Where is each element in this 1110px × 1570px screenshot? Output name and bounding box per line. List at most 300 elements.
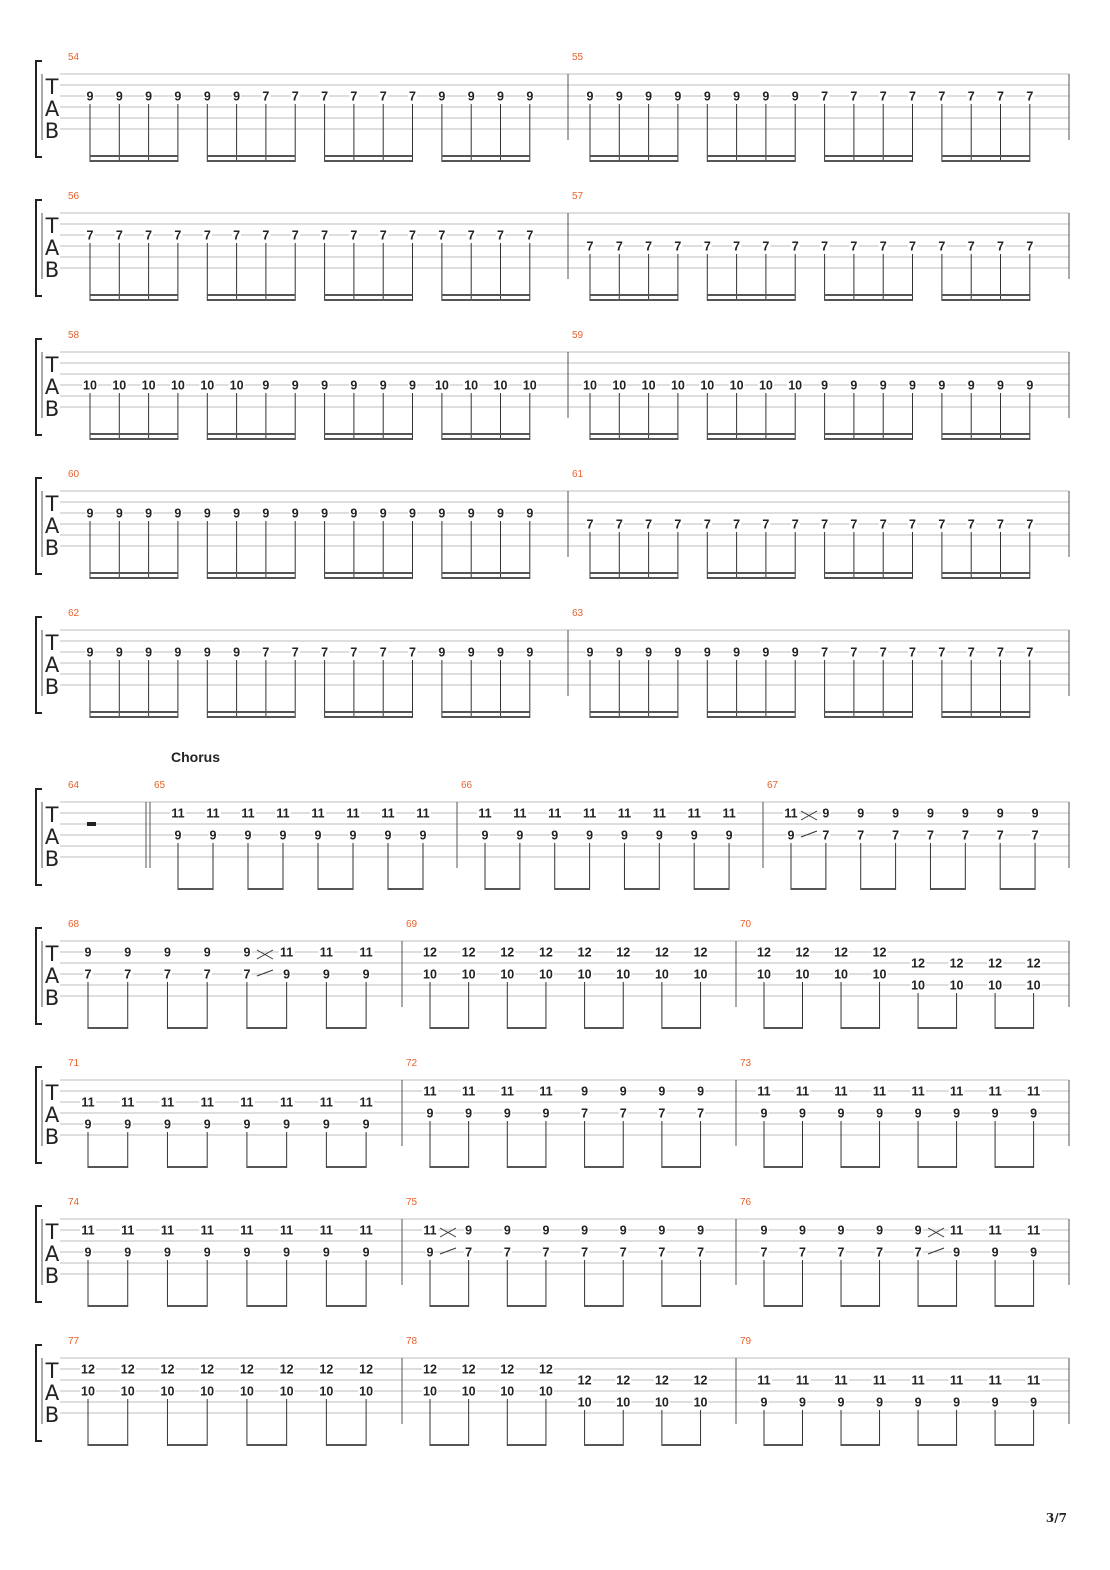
fret-number: 7 xyxy=(733,239,741,254)
fret-number: 9 xyxy=(837,1395,845,1410)
beam xyxy=(585,1027,624,1029)
fret-number: 10 xyxy=(522,378,537,393)
fret-number: 9 xyxy=(86,89,94,104)
fret-number: 7 xyxy=(497,228,504,243)
fret-number: 10 xyxy=(988,978,1003,993)
tab-clef-letter: B xyxy=(44,1264,60,1288)
fret-number: 11 xyxy=(872,1084,887,1099)
fret-number: 10 xyxy=(641,378,656,393)
fret-number: 9 xyxy=(291,506,299,521)
fret-number: 9 xyxy=(542,1223,550,1238)
fret-number: 7 xyxy=(1026,89,1034,104)
fret-number: 11 xyxy=(346,806,360,821)
beam xyxy=(707,299,795,301)
tab-system xyxy=(36,780,1069,890)
fret-number: 9 xyxy=(203,645,211,660)
fret-number: 12 xyxy=(160,1362,175,1377)
fret-number: 10 xyxy=(170,378,185,393)
tab-system xyxy=(36,330,1069,440)
measure-number: 57 xyxy=(572,191,584,202)
fret-number: 11 xyxy=(652,806,666,821)
measure-number: 71 xyxy=(68,1058,80,1069)
fret-number: 9 xyxy=(991,1395,999,1410)
tab-clef-letter: A xyxy=(44,514,60,538)
fret-number: 9 xyxy=(262,378,270,393)
beam xyxy=(841,1166,880,1168)
tab-clef-letter: B xyxy=(44,675,60,699)
beam xyxy=(207,572,295,574)
fret-number: 10 xyxy=(319,1384,334,1399)
fret-number: 9 xyxy=(996,806,1004,821)
beam xyxy=(207,438,295,440)
fret-number: 11 xyxy=(988,1084,1002,1099)
fret-number: 12 xyxy=(911,956,926,971)
beam xyxy=(791,888,826,890)
fret-number: 11 xyxy=(241,806,255,821)
fret-number: 9 xyxy=(379,506,387,521)
fret-number: 11 xyxy=(500,1084,514,1099)
fret-number: 11 xyxy=(359,1223,373,1238)
fret-number: 11 xyxy=(81,1223,95,1238)
fret-number: 10 xyxy=(693,1395,708,1410)
beam xyxy=(442,433,530,435)
fret-number: 11 xyxy=(423,1223,437,1238)
fret-number: 9 xyxy=(1031,806,1039,821)
fret-number: 11 xyxy=(949,1084,964,1099)
beam xyxy=(442,160,530,162)
fret-number: 7 xyxy=(645,239,653,254)
tab-clef-letter: A xyxy=(44,825,60,849)
fret-number: 9 xyxy=(322,967,330,982)
fret-number: 9 xyxy=(115,506,123,521)
fret-number: 9 xyxy=(526,645,534,660)
beam xyxy=(995,1027,1034,1029)
fret-number: 11 xyxy=(381,806,395,821)
beam xyxy=(207,160,295,162)
fret-number: 9 xyxy=(503,1106,511,1121)
fret-number: 10 xyxy=(911,978,926,993)
fret-number: 9 xyxy=(674,89,682,104)
fret-number: 9 xyxy=(658,1084,666,1099)
fret-number: 9 xyxy=(349,828,357,843)
fret-number: 9 xyxy=(350,506,358,521)
fret-number: 7 xyxy=(291,645,299,660)
fret-number: 11 xyxy=(949,1373,964,1388)
beam xyxy=(90,711,178,713)
tab-clef-letter: B xyxy=(44,986,60,1010)
fret-number: 10 xyxy=(160,1384,175,1399)
fret-number: 12 xyxy=(239,1362,254,1377)
measure-number: 65 xyxy=(154,780,166,791)
fret-number: 10 xyxy=(141,378,156,393)
fret-number: 11 xyxy=(121,1223,135,1238)
beam xyxy=(90,294,178,296)
fret-number: 10 xyxy=(538,967,553,982)
fret-number: 11 xyxy=(757,1373,771,1388)
fret-number: 9 xyxy=(233,89,241,104)
measure-number: 78 xyxy=(406,1336,418,1347)
fret-number: 7 xyxy=(438,228,446,243)
measure-number: 54 xyxy=(68,52,80,63)
fret-number: 10 xyxy=(359,1384,374,1399)
fret-number: 9 xyxy=(1030,1395,1038,1410)
fret-number: 7 xyxy=(243,967,251,982)
fret-number: 9 xyxy=(203,506,211,521)
fret-number: 10 xyxy=(423,1384,437,1399)
beam xyxy=(507,1027,546,1029)
fret-number: 9 xyxy=(876,1106,884,1121)
measure-number: 77 xyxy=(68,1336,80,1347)
fret-number: 12 xyxy=(988,956,1003,971)
fret-number: 9 xyxy=(697,1084,705,1099)
fret-number: 11 xyxy=(280,1223,294,1238)
fret-number: 7 xyxy=(1026,239,1034,254)
fret-number: 12 xyxy=(654,945,669,960)
beam xyxy=(841,1027,880,1029)
fret-number: 12 xyxy=(423,945,437,960)
fret-number: 7 xyxy=(124,967,132,982)
fret-number: 9 xyxy=(209,828,217,843)
beam xyxy=(325,155,413,157)
fret-number: 9 xyxy=(581,1084,589,1099)
beam xyxy=(764,1027,803,1029)
fret-number: 12 xyxy=(577,945,592,960)
beam xyxy=(442,711,530,713)
beam xyxy=(918,1444,957,1446)
fret-number: 11 xyxy=(423,1084,437,1099)
fret-number: 7 xyxy=(799,1245,806,1260)
fret-number: 9 xyxy=(362,967,370,982)
fret-number: 9 xyxy=(857,806,865,821)
fret-number: 9 xyxy=(655,828,663,843)
fret-number: 10 xyxy=(654,967,669,982)
beam xyxy=(90,577,178,579)
fret-number: 7 xyxy=(203,228,211,243)
fret-number: 7 xyxy=(674,517,682,532)
beam xyxy=(825,294,913,296)
fret-number: 7 xyxy=(115,228,123,243)
beam xyxy=(90,299,178,301)
fret-number: 11 xyxy=(988,1373,1002,1388)
beam xyxy=(90,572,178,574)
tab-clef-letter: B xyxy=(44,119,60,143)
measure-number: 56 xyxy=(68,191,80,202)
fret-number: 9 xyxy=(163,945,171,960)
measure-number: 58 xyxy=(68,330,80,341)
tab-clef-letter: B xyxy=(44,847,60,871)
beam xyxy=(325,433,413,435)
fret-number: 7 xyxy=(84,967,92,982)
beam xyxy=(90,433,178,435)
beam xyxy=(707,433,795,435)
fret-number: 9 xyxy=(86,645,94,660)
fret-number: 9 xyxy=(703,645,711,660)
fret-number: 7 xyxy=(262,228,270,243)
fret-number: 9 xyxy=(174,506,182,521)
fret-number: 7 xyxy=(291,228,299,243)
fret-number: 7 xyxy=(619,1106,627,1121)
fret-number: 7 xyxy=(467,228,475,243)
fret-number: 11 xyxy=(319,945,333,960)
fret-number: 9 xyxy=(86,506,94,521)
fret-number: 10 xyxy=(949,978,964,993)
fret-number: 10 xyxy=(872,967,887,982)
fret-number: 9 xyxy=(837,1106,845,1121)
fret-number: 9 xyxy=(961,806,969,821)
fret-number: 10 xyxy=(423,967,437,982)
tab-clef-letter: T xyxy=(45,803,59,827)
beam xyxy=(707,294,795,296)
fret-number: 9 xyxy=(426,1106,434,1121)
fret-number: 9 xyxy=(283,1117,291,1132)
fret-number: 7 xyxy=(203,967,211,982)
fret-number: 7 xyxy=(409,645,416,660)
beam xyxy=(707,160,795,162)
fret-number: 9 xyxy=(658,1223,666,1238)
fret-number: 9 xyxy=(465,1106,473,1121)
beam xyxy=(590,716,678,718)
fret-number: 9 xyxy=(953,1395,961,1410)
tab-clef-letter: A xyxy=(44,1242,60,1266)
tab-clef-letter: B xyxy=(44,1125,60,1149)
fret-number: 9 xyxy=(1030,1245,1038,1260)
fret-number: 11 xyxy=(784,806,798,821)
system-bracket xyxy=(36,200,42,296)
tab-clef-letter: B xyxy=(44,258,60,282)
fret-number: 9 xyxy=(203,1117,211,1132)
tab-clef-letter: A xyxy=(44,1103,60,1127)
beam xyxy=(442,716,530,718)
fret-number: 7 xyxy=(658,1106,666,1121)
fret-number: 10 xyxy=(700,378,715,393)
fret-number: 9 xyxy=(84,945,92,960)
fret-number: 9 xyxy=(876,1223,884,1238)
beam xyxy=(167,1305,207,1307)
fret-number: 10 xyxy=(612,378,627,393)
beam xyxy=(325,294,413,296)
beam xyxy=(167,1027,207,1029)
measure-number: 74 xyxy=(68,1197,80,1208)
beam xyxy=(930,888,965,890)
fret-number: 10 xyxy=(693,967,708,982)
measure-number: 79 xyxy=(740,1336,752,1347)
fret-number: 11 xyxy=(280,1095,294,1110)
measure-number: 76 xyxy=(740,1197,752,1208)
fret-number: 10 xyxy=(729,378,744,393)
fret-number: 7 xyxy=(850,239,858,254)
beam xyxy=(90,438,178,440)
fret-number: 9 xyxy=(892,806,900,821)
measure-number: 55 xyxy=(572,52,584,63)
beam xyxy=(430,1444,469,1446)
fret-number: 7 xyxy=(350,228,358,243)
beam xyxy=(662,1027,701,1029)
fret-number: 9 xyxy=(615,89,623,104)
tab-clef-letter: A xyxy=(44,653,60,677)
fret-number: 9 xyxy=(586,828,594,843)
fret-number: 9 xyxy=(879,378,887,393)
fret-number: 12 xyxy=(949,956,964,971)
fret-number: 9 xyxy=(760,1395,768,1410)
fret-number: 9 xyxy=(174,828,182,843)
fret-number: 7 xyxy=(379,89,387,104)
fret-number: 10 xyxy=(616,1395,631,1410)
fret-number: 9 xyxy=(697,1223,705,1238)
beam xyxy=(88,1166,128,1168)
beam xyxy=(590,155,678,157)
beam xyxy=(590,160,678,162)
fret-number: 7 xyxy=(967,239,975,254)
fret-number: 11 xyxy=(319,1095,333,1110)
fret-number: 9 xyxy=(84,1117,92,1132)
fret-number: 9 xyxy=(645,645,653,660)
fret-number: 7 xyxy=(174,228,182,243)
fret-number: 9 xyxy=(467,506,475,521)
fret-number: 7 xyxy=(86,228,94,243)
fret-number: 7 xyxy=(542,1245,550,1260)
system-bracket xyxy=(36,789,42,885)
fret-number: 9 xyxy=(799,1395,806,1410)
fret-number: 10 xyxy=(795,967,810,982)
beam xyxy=(325,438,413,440)
beam xyxy=(694,888,729,890)
tab-system xyxy=(36,1058,1069,1168)
fret-number: 10 xyxy=(493,378,508,393)
fret-number: 7 xyxy=(379,645,387,660)
fret-number: 7 xyxy=(967,517,975,532)
fret-number: 7 xyxy=(674,239,682,254)
section-label: Chorus xyxy=(171,749,220,765)
beam xyxy=(707,711,795,713)
beam xyxy=(942,155,1030,157)
fret-number: 10 xyxy=(200,378,215,393)
fret-number: 7 xyxy=(909,517,916,532)
fret-number: 9 xyxy=(243,945,251,960)
beam xyxy=(825,299,913,301)
tab-system xyxy=(36,469,1069,579)
fret-number: 9 xyxy=(379,378,387,393)
fret-number: 7 xyxy=(379,228,387,243)
tab-clef-letter: T xyxy=(45,1359,59,1383)
fret-number: 7 xyxy=(821,89,829,104)
beam xyxy=(442,294,530,296)
fret-number: 9 xyxy=(262,506,270,521)
fret-number: 11 xyxy=(795,1373,810,1388)
fret-number: 11 xyxy=(757,1084,771,1099)
beam xyxy=(942,438,1030,440)
fret-number: 9 xyxy=(279,828,287,843)
fret-number: 7 xyxy=(163,967,171,982)
fret-number: 12 xyxy=(693,1373,708,1388)
fret-number: 7 xyxy=(615,239,623,254)
fret-number: 9 xyxy=(586,89,594,104)
system-bracket xyxy=(36,928,42,1024)
beam xyxy=(707,716,795,718)
fret-number: 12 xyxy=(693,945,708,960)
fret-number: 9 xyxy=(542,1106,550,1121)
beam xyxy=(825,433,913,435)
fret-number: 11 xyxy=(478,806,492,821)
beam xyxy=(430,1305,469,1307)
beam xyxy=(507,1444,546,1446)
fret-number: 9 xyxy=(615,645,623,660)
fret-number: 11 xyxy=(311,806,325,821)
fret-number: 12 xyxy=(461,945,476,960)
fret-number: 11 xyxy=(206,806,220,821)
fret-number: 9 xyxy=(321,506,329,521)
tab-system xyxy=(36,919,1069,1029)
tab-system xyxy=(36,1336,1069,1446)
beam xyxy=(825,577,913,579)
beam xyxy=(485,888,520,890)
fret-number: 9 xyxy=(760,1106,768,1121)
fret-number: 9 xyxy=(799,1223,806,1238)
fret-number: 11 xyxy=(416,806,430,821)
fret-number: 7 xyxy=(350,645,358,660)
fret-number: 9 xyxy=(620,828,628,843)
fret-number: 9 xyxy=(283,967,291,982)
fret-number: 9 xyxy=(725,828,733,843)
tab-clef-letter: A xyxy=(44,964,60,988)
beam xyxy=(707,577,795,579)
fret-number: 9 xyxy=(409,506,416,521)
fret-number: 9 xyxy=(821,378,829,393)
fret-number: 7 xyxy=(233,228,241,243)
tab-clef-letter: T xyxy=(45,1081,59,1105)
fret-number: 11 xyxy=(1026,1084,1041,1099)
fret-number: 11 xyxy=(160,1095,175,1110)
fret-number: 7 xyxy=(837,1245,845,1260)
fret-number: 9 xyxy=(909,378,916,393)
beam xyxy=(662,1305,701,1307)
fret-number: 11 xyxy=(359,1095,373,1110)
fret-number: 7 xyxy=(997,89,1004,104)
fret-number: 12 xyxy=(1026,956,1041,971)
beam xyxy=(207,711,295,713)
fret-number: 7 xyxy=(703,517,711,532)
fret-number: 7 xyxy=(321,228,329,243)
fret-number: 9 xyxy=(645,89,653,104)
beam xyxy=(585,1305,624,1307)
fret-number: 10 xyxy=(834,967,848,982)
fret-number: 7 xyxy=(938,89,946,104)
fret-number: 10 xyxy=(112,378,127,393)
beam xyxy=(88,1305,128,1307)
fret-number: 7 xyxy=(857,828,865,843)
beam xyxy=(918,1305,957,1307)
beam xyxy=(764,1444,803,1446)
beam xyxy=(325,716,413,718)
fret-number: 9 xyxy=(791,645,799,660)
fret-number: 9 xyxy=(467,89,475,104)
fret-number: 12 xyxy=(616,945,631,960)
beam xyxy=(764,1166,803,1168)
beam xyxy=(918,1027,957,1029)
fret-number: 10 xyxy=(83,378,97,393)
fret-number: 9 xyxy=(581,1223,589,1238)
fret-number: 12 xyxy=(423,1362,437,1377)
tab-clef-letter: T xyxy=(45,75,59,99)
fret-number: 11 xyxy=(911,1373,925,1388)
fret-number: 9 xyxy=(419,828,427,843)
beam xyxy=(942,711,1030,713)
tab-clef-letter: A xyxy=(44,236,60,260)
fret-number: 11 xyxy=(121,1095,135,1110)
tab-system xyxy=(36,52,1069,162)
fret-number: 9 xyxy=(733,645,741,660)
fret-number: 12 xyxy=(500,1362,515,1377)
fret-number: 12 xyxy=(538,945,553,960)
